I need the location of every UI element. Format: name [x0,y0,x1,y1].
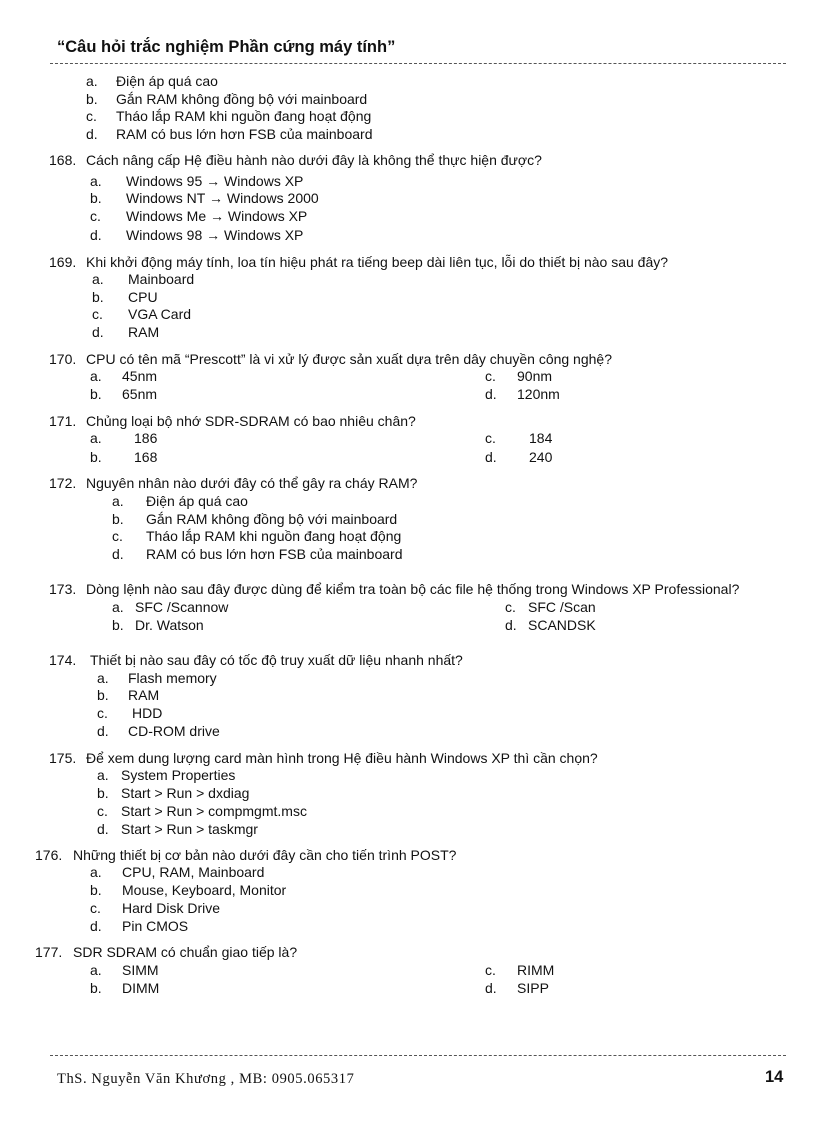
option-text: 45nm [122,368,158,384]
option-text: Tháo lắp RAM khi nguồn đang hoạt động [146,528,402,544]
question-text: CPU có tên mã “Prescott” là vi xử lý được sản xuất dựa trên dây chuyền công nghệ? [86,351,612,367]
option-text: RAM [128,687,160,703]
option-label: c. [90,208,101,224]
option-label: b. [112,511,124,527]
option-label: a. [90,368,102,384]
question-text: Nguyên nhân nào dưới đây có thể gây ra cháy RAM? [86,475,418,491]
question-text: Thiết bị nào sau đây có tốc độ truy xuất dữ liệu nhanh nhất? [90,652,463,668]
question-text: Dòng lệnh nào sau đây được dùng để kiểm tra toàn bộ các file hệ thống trong Windows XP Professional? [86,581,740,597]
option-label: c. [97,705,108,721]
option-text: Gắn RAM không đồng bộ với mainboard [116,91,368,107]
option-label: a. [97,767,109,783]
question-text: Chủng loại bộ nhớ SDR-SDRAM có bao nhiêu chân? [86,413,416,429]
option-label: a. [90,962,102,978]
option-text: CD-ROM drive [128,723,220,739]
option-text: 184 [529,430,553,446]
option-label: a. [90,430,102,446]
option-text: CPU, RAM, Mainboard [122,864,265,880]
option-text: SCANDSK [528,617,596,633]
option-label: a. [92,271,104,287]
question-number: 177. [35,944,63,960]
option-label: d. [112,546,124,562]
option-text: System Properties [121,767,236,783]
option-text: Mainboard [128,271,195,287]
option-label: a. [90,173,102,189]
option-label: c. [86,108,97,124]
footer-author: ThS. Nguyễn Văn Khương , MB: 0905.065317 [57,1071,355,1087]
option-label: d. [97,821,109,837]
option-label: b. [90,190,102,206]
option-text: Điện áp quá cao [146,493,248,509]
option-label: c. [90,900,101,916]
option-text: Windows 98 → Windows XP [126,227,304,243]
option-label: a. [86,73,98,89]
option-label: b. [90,980,102,996]
option-text: RIMM [517,962,555,978]
option-text: Gắn RAM không đồng bộ với mainboard [146,511,398,527]
option-text: CPU [128,289,158,305]
option-text: 90nm [517,368,553,384]
question-number: 175. [49,750,77,766]
option-label: c. [485,430,496,446]
option-text: Start > Run > compmgmt.msc [121,803,307,819]
question-text: Khi khởi động máy tính, loa tín hiệu phát ra tiếng beep dài liên tục, lỗi do thiết bị nào sau đây? [86,254,669,270]
option-label: d. [86,126,98,142]
option-label: c. [112,528,123,544]
option-text: Start > Run > taskmgr [121,821,258,837]
option-label: a. [112,599,124,615]
question-number: 169. [49,254,77,270]
question-text: Để xem dung lượng card màn hình trong Hệ điều hành Windows XP thì cần chọn? [86,750,598,766]
option-text: Dr. Watson [135,617,204,633]
option-text: Mouse, Keyboard, Monitor [122,882,287,898]
question-text: Những thiết bị cơ bản nào dưới đây cần cho tiến trình POST? [73,847,457,863]
option-text: SIPP [517,980,549,996]
option-label: b. [86,91,98,107]
option-text: Tháo lắp RAM khi nguồn đang hoạt động [116,108,372,124]
question-text: SDR SDRAM có chuẩn giao tiếp là? [73,944,298,960]
option-label: d. [90,918,102,934]
footer-divider [50,1055,786,1056]
option-label: d. [97,723,109,739]
question-text: Cách nâng cấp Hệ điều hành nào dưới đây là không thể thực hiện được? [86,152,542,168]
option-text: Flash memory [128,670,217,686]
option-text: Hard Disk Drive [122,900,221,916]
option-label: b. [90,882,102,898]
option-text: Pin CMOS [122,918,189,934]
option-label: c. [97,803,108,819]
option-label: d. [92,324,104,340]
option-label: b. [92,289,104,305]
option-text: RAM có bus lớn hơn FSB của mainboard [146,546,403,562]
option-text: RAM có bus lớn hơn FSB của mainboard [116,126,373,142]
option-label: b. [90,386,102,402]
option-label: c. [485,962,496,978]
option-text: DIMM [122,980,160,996]
document-title: “Câu hỏi trắc nghiệm Phần cứng máy tính” [57,38,396,56]
option-text: VGA Card [128,306,192,322]
page-number: 14 [765,1068,784,1086]
option-text: 186 [134,430,158,446]
option-label: b. [97,785,109,801]
option-text: Windows Me → Windows XP [126,208,308,224]
option-text: RAM [128,324,160,340]
option-label: a. [90,864,102,880]
question-number: 176. [35,847,63,863]
option-text: 168 [134,449,158,465]
header-divider [50,63,786,64]
option-label: b. [97,687,109,703]
option-label: a. [97,670,109,686]
option-label: c. [92,306,103,322]
question-number: 168. [49,152,77,168]
question-number: 172. [49,475,77,491]
option-text: 65nm [122,386,158,402]
option-label: d. [485,449,497,465]
option-text: SFC /Scan [528,599,596,615]
option-label: d. [485,980,497,996]
option-label: b. [112,617,124,633]
option-text: Windows NT → Windows 2000 [126,190,319,206]
option-text: 240 [529,449,553,465]
option-label: c. [505,599,516,615]
option-text: SFC /Scannow [135,599,229,615]
option-label: d. [505,617,517,633]
question-number: 174. [49,652,77,668]
question-number: 173. [49,581,77,597]
option-label: d. [485,386,497,402]
option-text: Windows 95 → Windows XP [126,173,304,189]
option-text: Điện áp quá cao [116,73,218,89]
option-text: Start > Run > dxdiag [121,785,250,801]
question-number: 170. [49,351,77,367]
option-label: d. [90,227,102,243]
question-number: 171. [49,413,77,429]
option-label: c. [485,368,496,384]
option-text: HDD [132,705,163,721]
option-text: SIMM [122,962,159,978]
option-text: 120nm [517,386,560,402]
option-label: b. [90,449,102,465]
option-label: a. [112,493,124,509]
